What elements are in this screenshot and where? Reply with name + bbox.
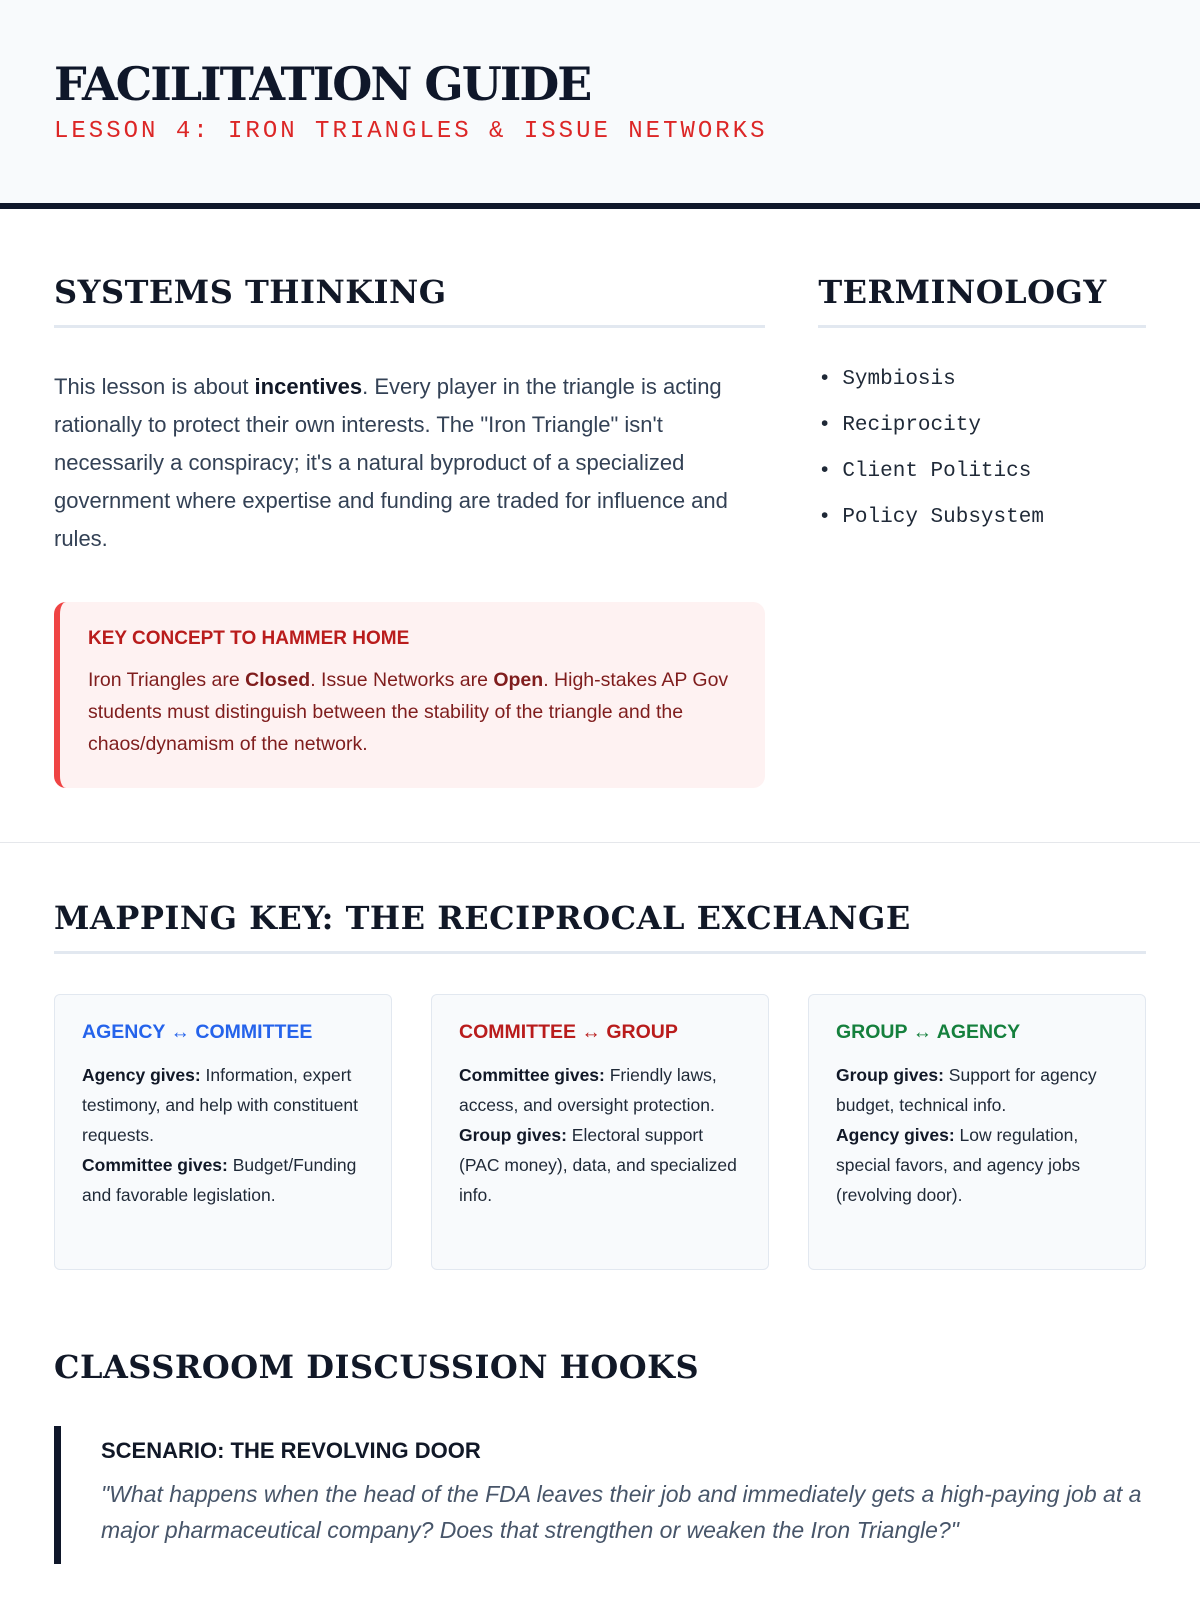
card-text: Electoral support (PAC money), data, and specialized info.	[459, 1125, 737, 1205]
callout-body	[88, 664, 737, 760]
top-section	[0, 209, 1200, 788]
bullet-icon: •	[818, 460, 831, 483]
term-label: Policy Subsystem	[842, 506, 1044, 529]
card-label: Group gives:	[459, 1125, 567, 1145]
term-label: Reciprocity	[842, 414, 981, 437]
card-body	[836, 1060, 1118, 1210]
card-label: Group gives:	[836, 1065, 944, 1085]
card-text: Support for agency budget, technical info.	[836, 1065, 1097, 1115]
terminology-title: TERMINOLOGY	[818, 273, 1107, 311]
term-label: Client Politics	[842, 460, 1032, 483]
card-text: Budget/Funding and favorable legislation.	[82, 1155, 357, 1205]
bullet-icon: •	[818, 506, 831, 529]
systems-intro	[54, 368, 765, 558]
section-rule	[818, 325, 1146, 328]
exchange-cards	[54, 994, 1146, 1270]
scenario-quote: "What happens when the head of the FDA leaves their job and immediately gets a high-paying job at a major pharmaceutical company? Does that strengthen or weaken the Iron Triangle?"	[101, 1481, 1142, 1543]
callout-text: Iron Triangles are	[88, 669, 246, 691]
card-label: Agency gives:	[836, 1125, 955, 1145]
list-item	[818, 414, 1146, 460]
committee-group-card	[431, 994, 769, 1270]
lesson-subtitle: LESSON 4: IRON TRIANGLES & ISSUE NETWORKS	[54, 118, 768, 145]
callout-text: . Issue Networks are	[310, 669, 494, 691]
agency-committee-card	[54, 994, 392, 1270]
callout-bold-open: Open	[493, 669, 544, 691]
bullet-icon: •	[818, 414, 831, 437]
terminology-list	[818, 368, 1146, 552]
list-item	[818, 460, 1146, 506]
systems-thinking-title: SYSTEMS THINKING	[54, 273, 447, 311]
card-text: Friendly laws, access, and oversight protection.	[459, 1065, 717, 1115]
card-label: Committee gives:	[82, 1155, 228, 1175]
card-body	[459, 1060, 741, 1210]
section-rule	[54, 325, 765, 328]
discussion-hooks-section	[0, 1270, 1200, 1564]
group-agency-card	[808, 994, 1146, 1270]
callout-title: KEY CONCEPT TO HAMMER HOME	[88, 628, 410, 649]
callout-bold-closed: Closed	[245, 669, 311, 691]
list-item	[818, 368, 1146, 414]
card-body	[82, 1060, 364, 1210]
card-title: COMMITTEE ↔ GROUP	[459, 1021, 678, 1043]
card-text: Low regulation, special favors, and agency jobs (revolving door).	[836, 1125, 1081, 1205]
card-title: GROUP ↔ AGENCY	[836, 1021, 1021, 1043]
scenario-title: SCENARIO: THE REVOLVING DOOR	[101, 1438, 481, 1463]
card-text: Information, expert testimony, and help with constituent requests.	[82, 1065, 358, 1145]
intro-text-cont: . Every player in the triangle is acting rationally to protect their own interests. The "Iron Triangle" isn't necessarily a conspiracy; it's a natural byproduct of a specialized government where expertise and funding are traded for influence and rules.	[54, 374, 728, 551]
key-concept-callout	[54, 602, 765, 788]
list-item	[818, 506, 1146, 552]
discussion-hooks-title: CLASSROOM DISCUSSION HOOKS	[54, 1348, 700, 1386]
card-label: Agency gives:	[82, 1065, 201, 1085]
terminology-section	[818, 273, 1146, 788]
card-title: AGENCY ↔ COMMITTEE	[82, 1021, 313, 1043]
systems-thinking-section	[54, 273, 765, 788]
mapping-key-section	[0, 843, 1200, 1270]
page-header	[0, 0, 1200, 209]
mapping-key-title: MAPPING KEY: THE RECIPROCAL EXCHANGE	[54, 899, 911, 937]
page-title: FACILITATION GUIDE	[54, 57, 591, 111]
section-rule	[54, 951, 1146, 954]
intro-text: This lesson is about	[54, 374, 255, 399]
card-label: Committee gives:	[459, 1065, 605, 1085]
callout-text: . High-stakes AP Gov students must distinguish between the stability of the triangle and the chaos/dynamism of the network.	[88, 669, 729, 755]
intro-bold: incentives	[254, 374, 363, 399]
revolving-door-scenario	[54, 1426, 1146, 1564]
bullet-icon: •	[818, 368, 831, 391]
term-label: Symbiosis	[842, 368, 956, 391]
